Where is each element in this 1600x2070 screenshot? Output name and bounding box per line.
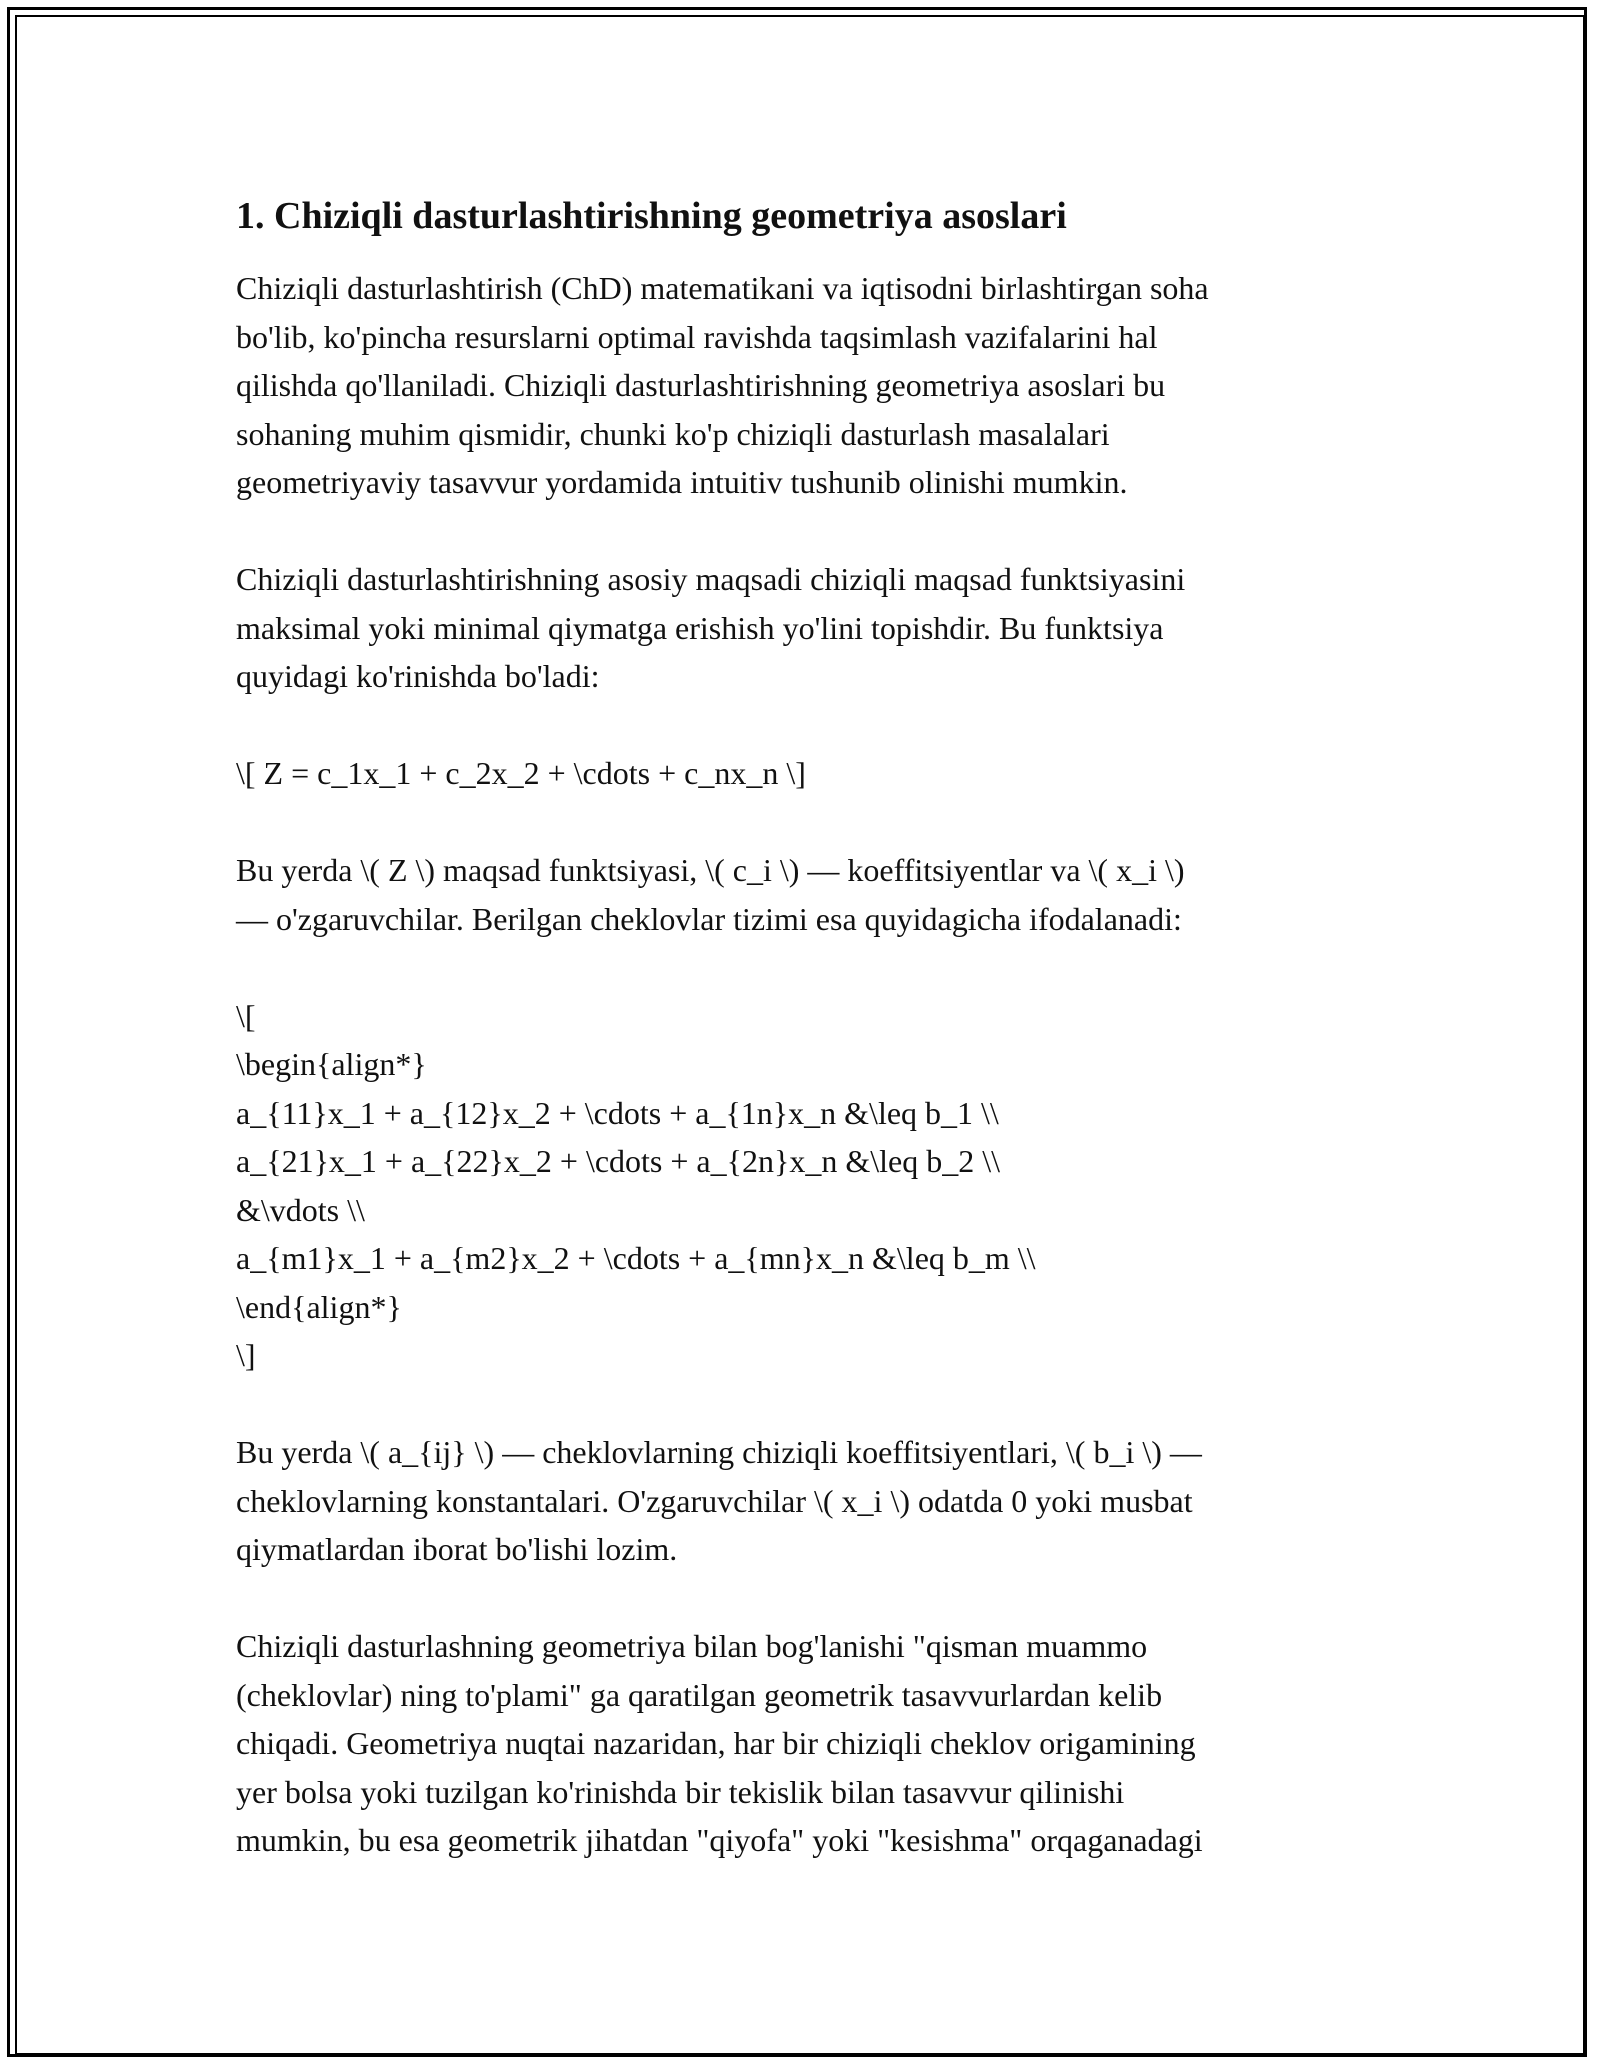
document-body (236, 188, 1366, 1913)
paragraph-constraints-explanation: Bu yerda \( a_{ij} \) — cheklovlarning chiziqli koeffitsiyentlari, \( b_i \) — cheklovlarning konstantalari. O'zgaruvchilar \( x_i \) odatda 0 yoki musbat qiymatlardan iborat bo'lishi lozim. (236, 1434, 1202, 1567)
formula-line: a_{m1}x_1 + a_{m2}x_2 + \cdots + a_{mn}x_n &\leq b_m \\ (236, 1240, 1036, 1276)
constraints-formula-block (236, 992, 1366, 1380)
formula-line: \end{align*} (236, 1288, 402, 1325)
formula-line: &\vdots \\ (236, 1191, 365, 1228)
section-title: 1. Chiziqli dasturlashtirishning geometriya asoslari (236, 195, 1067, 237)
formula-line: \begin{align*} (236, 1046, 427, 1082)
formula-line: \[ (236, 997, 256, 1034)
formula-line: a_{21}x_1 + a_{22}x_2 + \cdots + a_{2n}x_n &\leq b_2 \\ (236, 1143, 1000, 1179)
paragraph-definitions: Bu yerda \( Z \) maqsad funktsiyasi, \( c_i \) — koeffitsiyentlar va \( x_i \) — o'zgaruvchilar. Berilgan cheklovlar tizimi esa quyidagicha ifodalanadi: (236, 852, 1185, 937)
paragraph-objective: Chiziqli dasturlashtirishning asosiy maqsadi chiziqli maqsad funktsiyasini maksimal yoki minimal qiymatga erishish yo'lini topishdir. Bu funktsiya quyidagi ko'rinishda bo'ladi: (236, 561, 1186, 694)
paragraph-geometry-link: Chiziqli dasturlashning geometriya bilan bog'lanishi "qisman muammo (cheklovlar) ning to'plami" ga qaratilgan geometrik tasavvurlardan kelib chiqadi. Geometriya nuqtai nazaridan, har bir chiziqli cheklov origamining yer bolsa yoki tuzilgan ko'rinishda bir tekislik bilan tasavvur qilinishi mumkin, bu esa geometrik jihatdan "qiyofa" yoki "kesishma" orqaganadagi (236, 1628, 1203, 1858)
formula-line: a_{11}x_1 + a_{12}x_2 + \cdots + a_{1n}x_n &\leq b_1 \\ (236, 1094, 999, 1131)
paragraph-intro: Chiziqli dasturlashtirish (ChD) matematikani va iqtisodni birlashtirgan soha bo'lib, ko'pincha resurslarni optimal ravishda taqsimlash vazifalarini hal qilishda qo'llaniladi. Chiziqli dasturlashtirishning geometriya asoslari bu sohaning muhim qismidir, chunki ko'p chiziqli dasturlash masalalari geometriyaviy tasavvur yordamida intuitiv tushunib olinishi mumkin. (236, 270, 1209, 500)
objective-function-formula: \[ Z = c_1x_1 + c_2x_2 + \cdots + c_nx_n \] (236, 755, 806, 791)
formula-line: \] (236, 1337, 256, 1373)
